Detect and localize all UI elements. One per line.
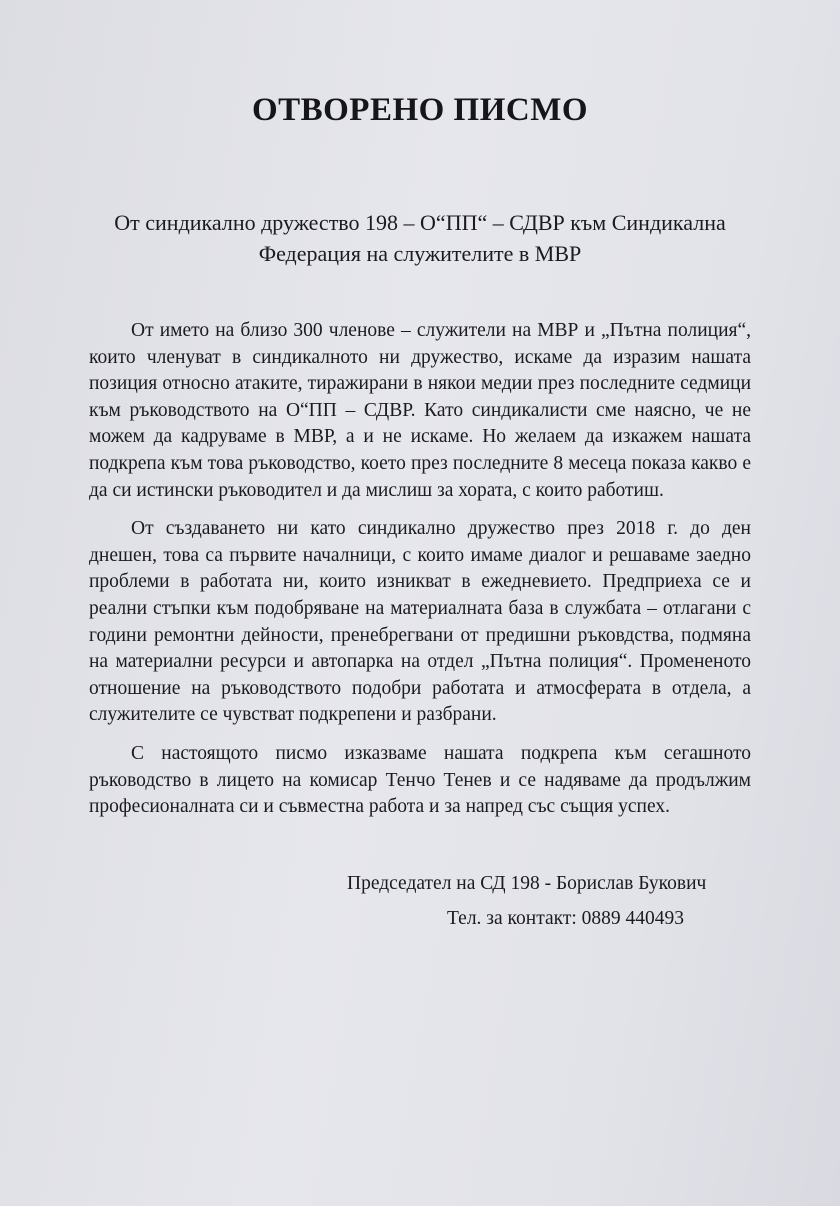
letter-subtitle: От синдикално дружество 198 – О“ПП“ – СДВР към Синдикална Федерация на служителите в МВР <box>114 210 726 266</box>
body-paragraph-1: От името на близо 300 членове – служители на МВР и „Пътна полиция“, които членуват в синдикалното ни дружество, искаме да изразим нашата позиция относно атаките, тиражирани в някои медии през последните седмици към ръководството на О“ПП – СДВР. Като синдикалисти сме наясно, че не можем да кадруваме в МВР, а и не искаме. Но желаем да изкажем нашата подкрепа към това ръководство, което през последните 8 месеца показа какво е да си истински ръководител и да мислиш за хората, с които работиш. <box>89 320 751 501</box>
letter-title: ОТВОРЕНО ПИСМО <box>251 92 589 128</box>
signature-line: Председател на СД 198 - Борислав Букович <box>347 873 707 894</box>
body-paragraph-2: От създаването ни като синдикално дружество през 2018 г. до ден днешен, това са първите началници, с които имаме диалог и решаваме заедно проблеми в работата ни, които изникват в ежедневието. Предприеха се и реални стъпки към подобряване на материалната база в службата – отлагани с години ремонтни дейности, пренебрегвани от предишни ръковдства, подмяна на материални ресурси и автопарка на отдел „Пътна полиция“. Промененото отношение на ръководството подобри работата и атмосферата в отдела, а служителите се чувстват подкрепени и разбрани. <box>89 518 751 726</box>
contact-phone: Тел. за контакт: 0889 440493 <box>447 908 685 929</box>
body-paragraph-3: С настоящото писмо изказваме нашата подкрепа към сегашното ръководство в лицето на комисар Тенчо Тенев и се надяваме да продължим професионалната си и съвместна работа и за напред със същия успех. <box>89 742 751 818</box>
letter-body <box>89 318 751 833</box>
